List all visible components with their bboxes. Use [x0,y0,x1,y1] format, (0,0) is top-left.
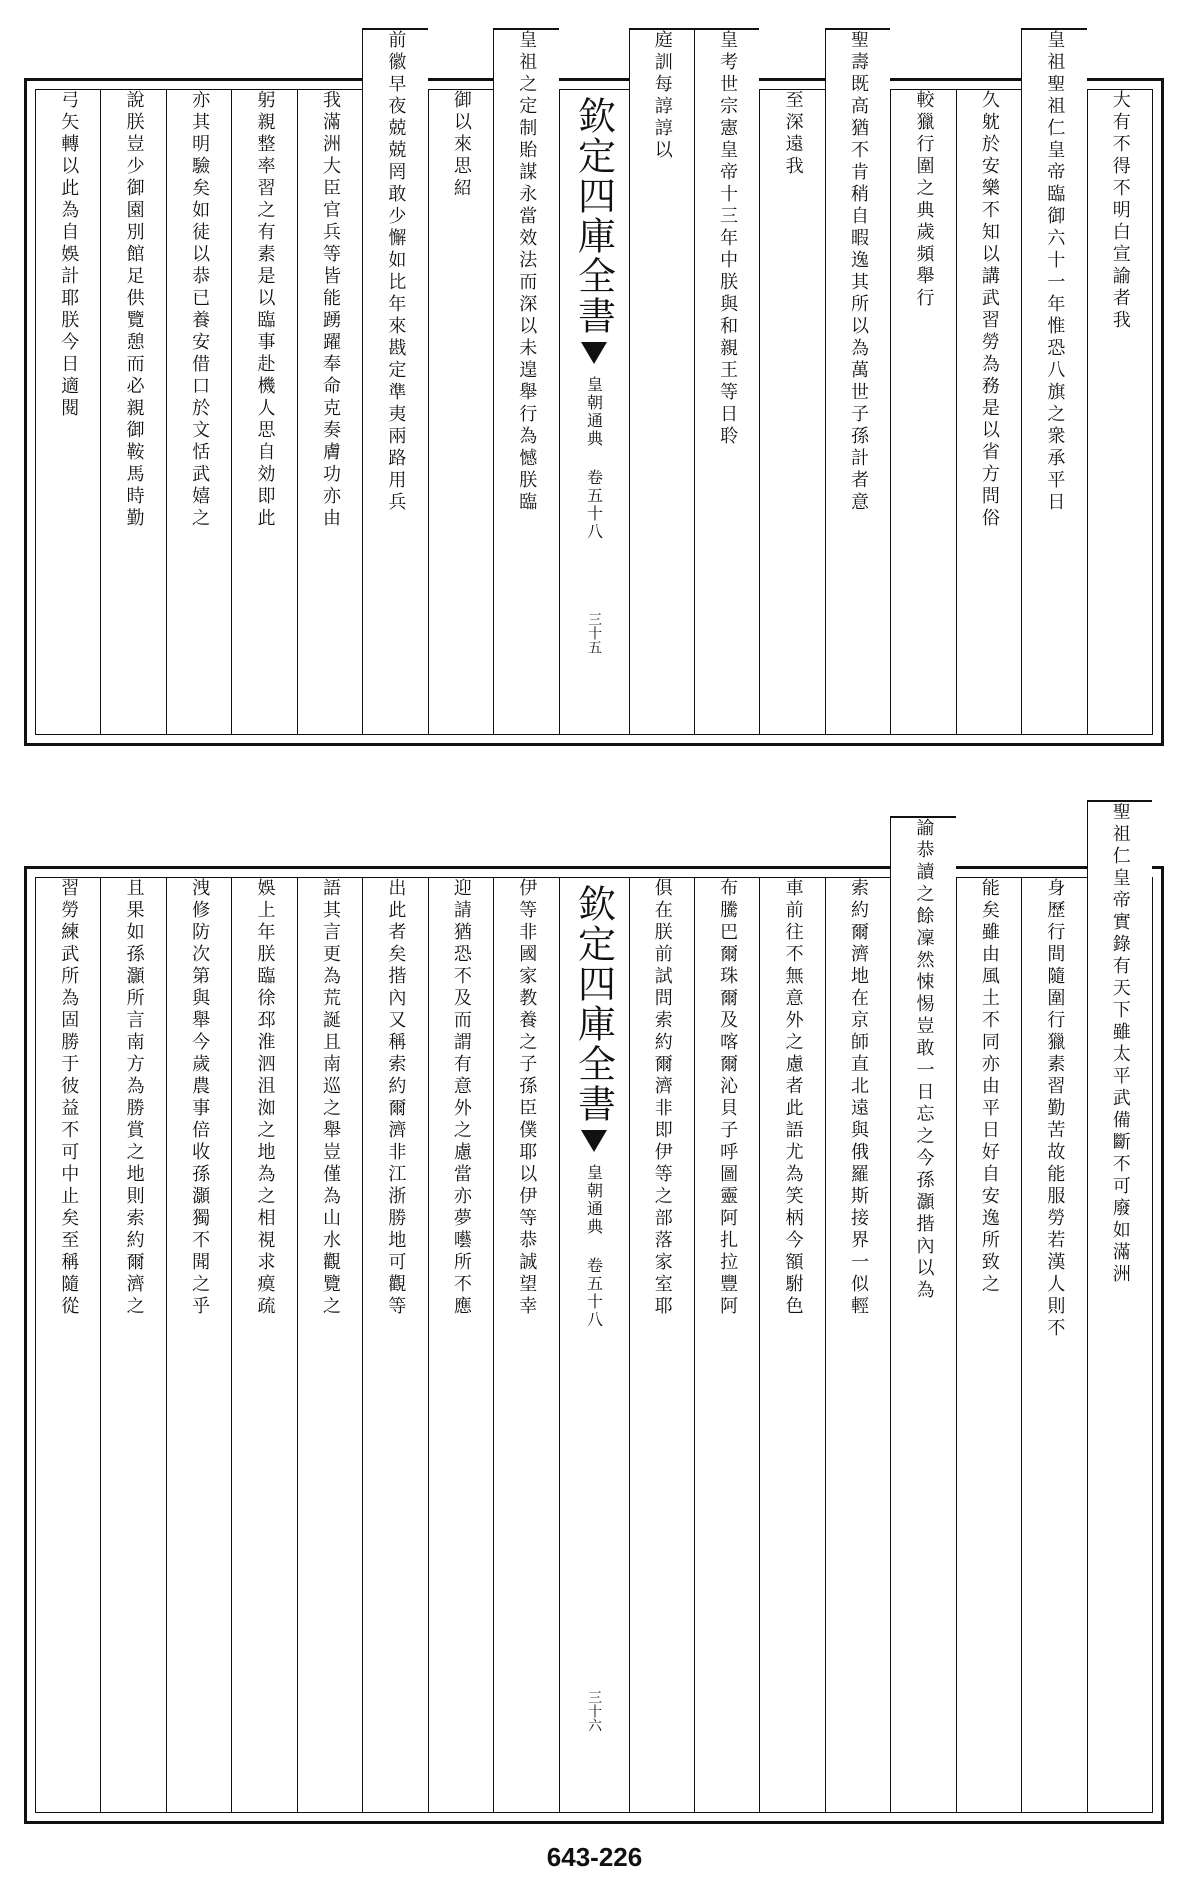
column-text: 娛上年朕臨徐邳淮泗沮洳之地為之相視求瘼疏 [254,878,276,1318]
text-column [36,90,100,734]
text-column [166,878,231,1812]
column-text: 迎請猶恐不及而謂有意外之慮當亦夢囈所不應 [450,878,472,1318]
column-text: 且果如孫灝所言南方為勝賞之地則索約爾濟之 [123,878,145,1318]
text-column [428,90,493,734]
text-column [100,878,165,1812]
text-column [890,816,955,1812]
column-text: 庭訓每諄諄以 [651,30,673,162]
text-column [694,878,759,1812]
text-column [297,90,362,734]
column-text: 說朕豈少御園別館足供覽憩而必親御鞍馬時勤 [123,90,145,530]
text-column [100,90,165,734]
fishtail-mark-icon [581,342,607,364]
text-column [759,878,824,1812]
text-column [629,878,694,1812]
column-text: 布騰巴爾珠爾及喀爾沁貝子呼圖靈阿扎拉豐阿 [717,878,739,1318]
book-title: 欽定四庫全書 [571,884,616,1124]
column-text: 亦其明驗矣如徒以恭已養安借口於文恬武嬉之 [189,90,211,530]
column-text: 索約爾濟地在京師直北遠與俄羅斯接界一似輕 [848,878,870,1318]
text-column [1021,28,1086,734]
column-text: 皇考世宗憲皇帝十三年中朕與和親王等日聆 [717,30,739,448]
column-text: 至深遠我 [782,90,804,178]
text-column [362,878,427,1812]
column-text: 身歷行間隨圍行獵素習勤苦故能服勞若漢人則不 [1044,878,1066,1340]
column-text: 出此者矣揩內又稱索約爾濟非江浙勝地可觀等 [385,878,407,1318]
text-column [956,90,1021,734]
column-text: 躬親整率習之有素是以臨事赴機人思自効即此 [254,90,276,530]
section-title: 皇朝通典 卷五十八 [584,1164,604,1329]
top-page [24,30,1164,746]
column-text: 前徽早夜兢兢罔敢少懈如比年來戡定準夷兩路用兵 [385,30,407,514]
section-title: 皇朝通典 卷五十八 [584,376,604,541]
column-text: 諭恭讀之餘凜然悚惕豈敢一日忘之今孫灝揩內以為 [913,818,935,1302]
column-text: 久躭於安樂不知以講武習勞為務是以省方問俗 [978,90,1000,530]
text-column [956,878,1021,1812]
column-text: 我滿洲大臣官兵等皆能踴躍奉命克奏膚功亦由 [319,90,341,530]
text-column [231,878,296,1812]
column-text: 皇祖聖祖仁皇帝臨御六十一年惟恐八旗之衆承平日 [1044,30,1066,514]
page-footer-number: 643-226 [546,1842,643,1872]
text-column [890,90,955,734]
text-column [493,28,558,734]
column-text: 洩修防次第與舉今歲農事倍收孫灝獨不聞之乎 [189,878,211,1318]
center-fold-column [559,878,629,1812]
text-column [1087,90,1152,734]
folio-number: 三十六 [586,1690,602,1732]
text-column [166,90,231,734]
text-column [825,28,890,734]
text-column [493,878,558,1812]
text-column [759,90,824,734]
column-text: 伊等非國家教養之子孫臣僕耶以伊等恭誠望幸 [516,878,538,1318]
center-fold-column [559,90,629,734]
column-text: 較獵行圍之典歲頻舉行 [913,90,935,310]
folio-number: 三十五 [586,612,602,654]
column-text: 聖壽既高猶不肯稍自暇逸其所以為萬世子孫計者意 [848,30,870,514]
column-text: 語其言更為荒誕且南巡之舉豈僅為山水觀覽之 [319,878,341,1318]
bottom-page-columns [35,802,1153,1813]
column-text: 習勞練武所為固勝于彼益不可中止矣至稱隨從 [58,878,80,1318]
text-column [629,28,694,734]
text-column [231,90,296,734]
book-title: 欽定四庫全書 [571,96,616,336]
text-column [428,878,493,1812]
text-column [694,28,759,734]
column-text: 弓矢轉以此為自娛計耶朕今日適閱 [58,90,80,420]
column-text: 車前往不無意外之慮者此語尤為笑柄今額駙色 [782,878,804,1318]
column-text: 能矣雖由風土不同亦由平日好自安逸所致之 [978,878,1000,1296]
text-column [1087,800,1152,1812]
top-page-columns [35,30,1153,735]
text-column [1021,878,1086,1812]
text-column [297,878,362,1812]
fishtail-mark-icon [581,1130,607,1152]
column-text: 御以來思紹 [450,90,472,200]
text-column [362,28,427,734]
column-text: 俱在朕前試問索約爾濟非即伊等之部落家室耶 [651,878,673,1318]
text-column [825,878,890,1812]
column-text: 聖祖仁皇帝實錄有天下雖太平武備斷不可廢如滿洲 [1109,802,1131,1286]
text-column [36,878,100,1812]
column-text: 皇祖之定制貽謀永當效法而深以未遑舉行為憾朕臨 [516,30,538,514]
column-text: 大有不得不明白宣諭者我 [1109,90,1131,332]
bottom-page [24,802,1164,1824]
